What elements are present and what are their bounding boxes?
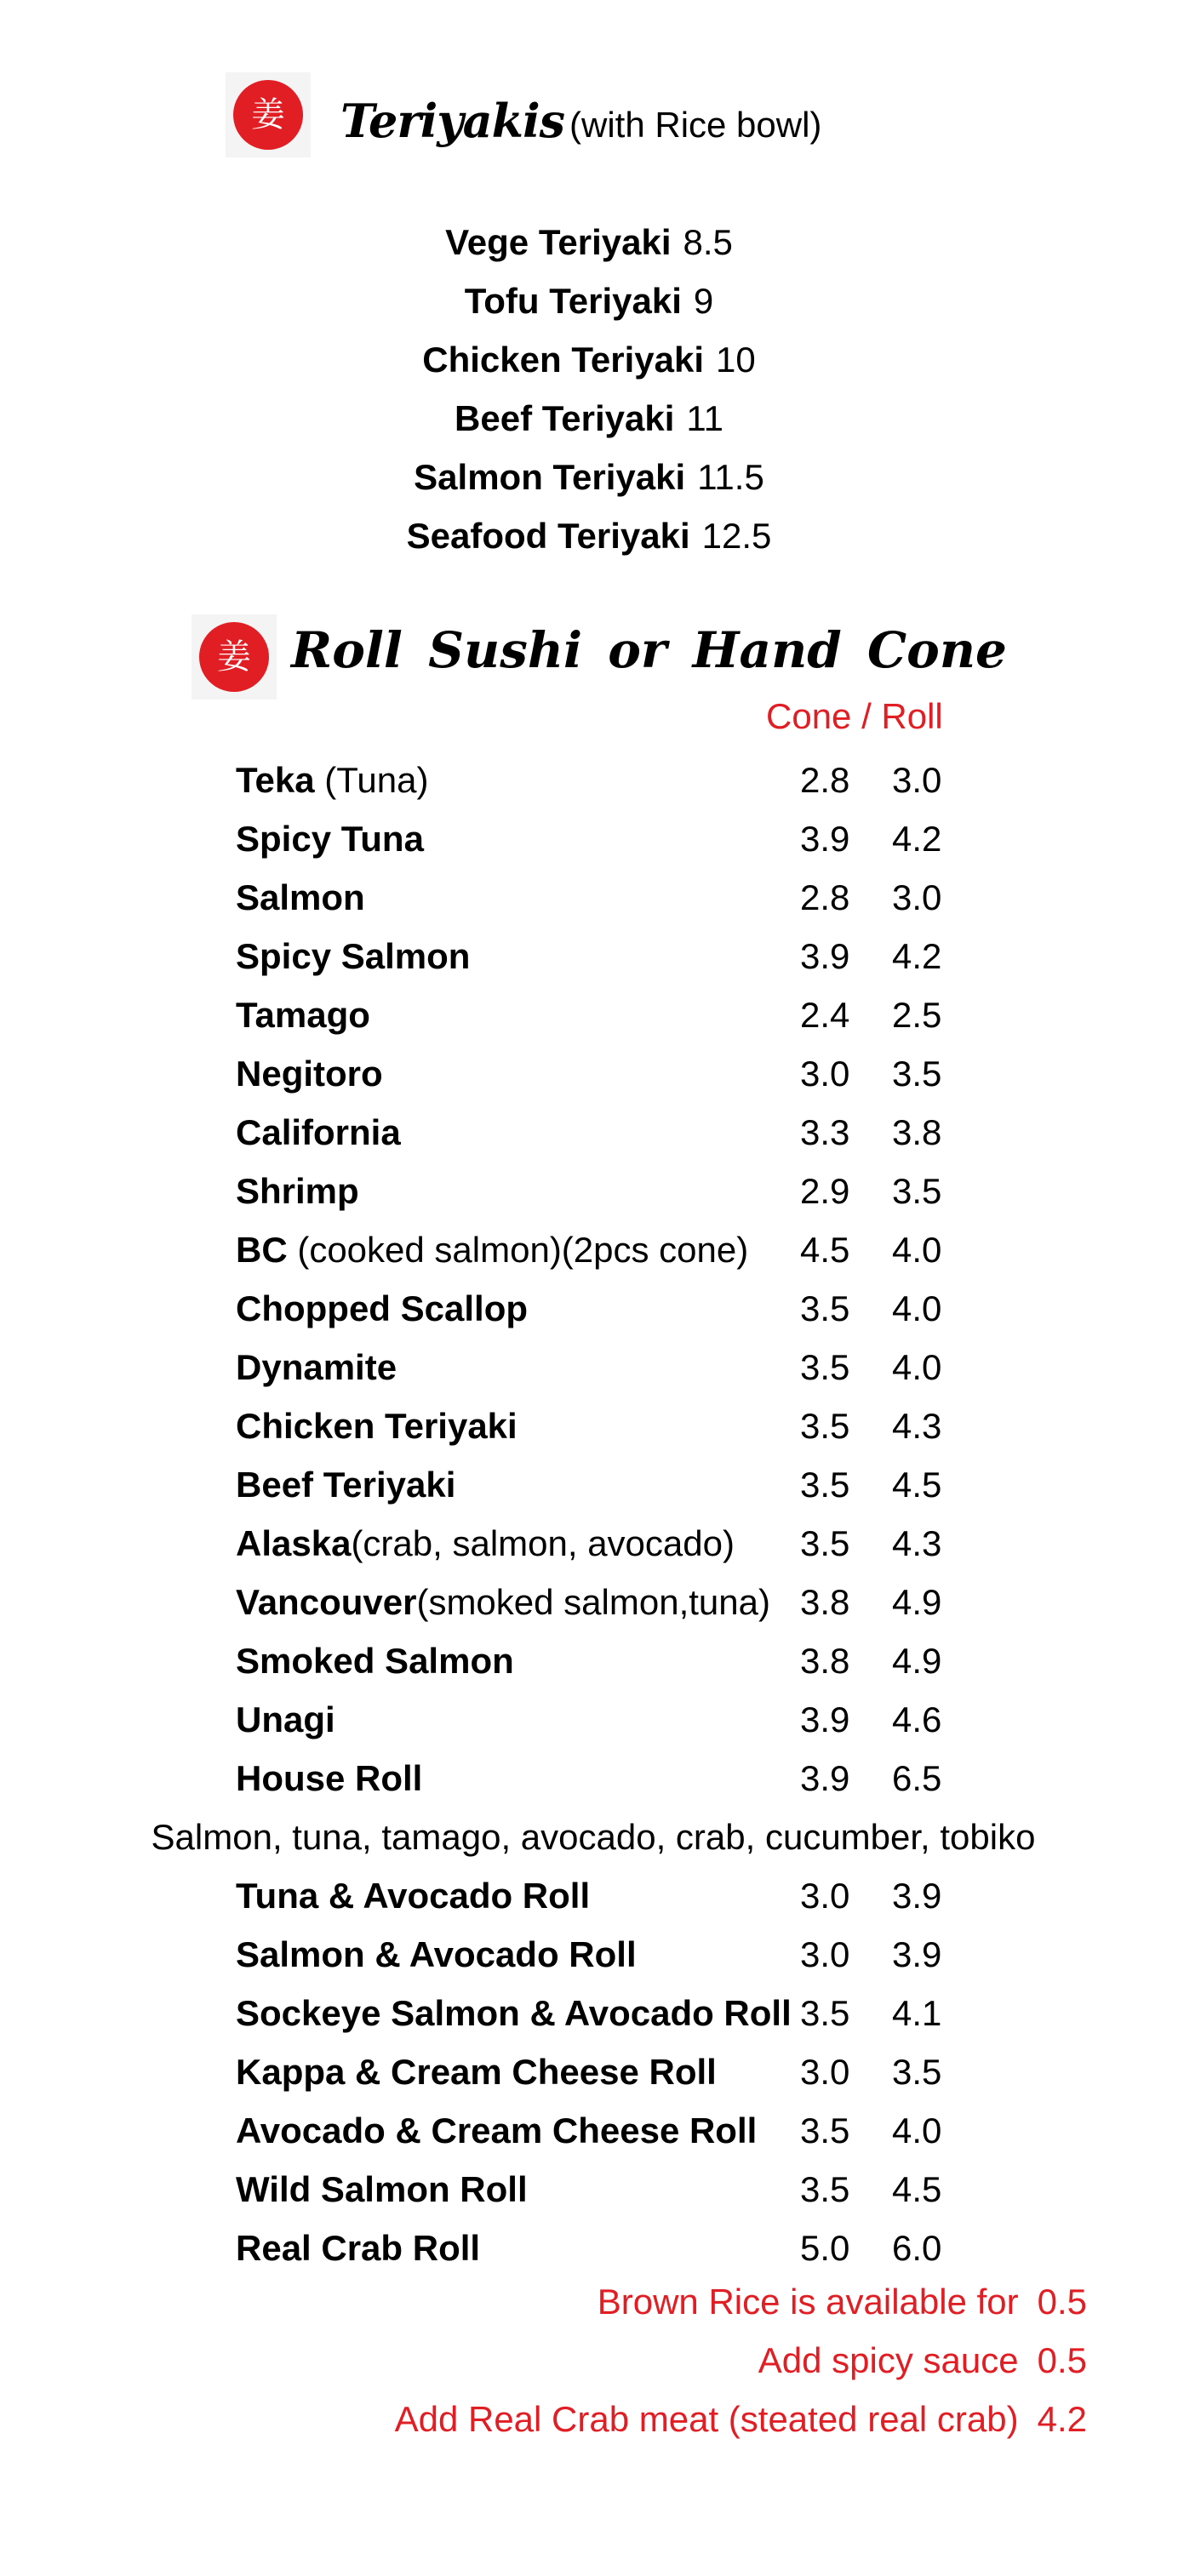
teriyaki-header [340,94,821,153]
item-name: Salmon Teriyaki [414,457,686,497]
roll-price: 3.5 [892,2052,942,2092]
item-name: Spicy Tuna [236,819,424,859]
roll-item [0,1279,1178,1338]
roll-price: 3.8 [892,1112,942,1152]
roll-item [0,1455,1178,1514]
item-price: 12.5 [701,516,772,556]
cone-price: 3.5 [800,1288,850,1328]
roll-item [0,1397,1178,1455]
addon-item [395,2331,1087,2390]
roll-item [0,1866,1178,1925]
item-detail: (smoked salmon,tuna) [416,1582,770,1622]
item-name: Smoked Salmon [236,1641,514,1681]
item-detail: (Tuna) [314,760,429,800]
roll-price: 4.3 [892,1523,942,1563]
roll-item [0,1690,1178,1749]
addon-label: Add spicy sauce [758,2340,1019,2380]
item-price: 11.5 [697,457,764,497]
roll-item [0,809,1178,868]
cone-price: 3.9 [800,1758,850,1798]
roll-price: 4.2 [892,819,942,859]
logo-glyph: 姜 [217,637,251,677]
roll-price: 4.0 [892,1288,942,1328]
roll-price: 4.0 [892,1347,942,1387]
roll-item [0,1044,1178,1103]
roll-header [291,621,1007,679]
teriyaki-item [0,506,1178,565]
roll-price: 4.9 [892,1641,942,1681]
teriyaki-subtitle: (with Rice bowl) [569,105,822,145]
cone-price: 5.0 [800,2228,850,2268]
cone-price: 3.9 [800,936,850,976]
roll-price: 3.9 [892,1934,942,1974]
item-name: Wild Salmon Roll [236,2169,528,2209]
item-name: Beef Teriyaki [236,1465,456,1505]
item-name: Salmon [236,877,365,917]
item-name: Chicken Teriyaki [236,1406,518,1446]
item-name: Shrimp [236,1171,359,1211]
roll-item [0,751,1178,809]
cone-price: 2.9 [800,1171,850,1211]
roll-item [0,927,1178,985]
cone-price: 3.5 [800,1523,850,1563]
logo-glyph: 姜 [251,95,285,134]
roll-price: 4.6 [892,1699,942,1739]
cone-price: 3.5 [800,2110,850,2150]
item-name: Unagi [236,1699,335,1739]
item-price: 11 [686,398,723,438]
item-name: Beef Teriyaki [455,398,675,438]
item-name: Chopped Scallop [236,1288,529,1328]
roll-price: 6.0 [892,2228,942,2268]
cone-price: 3.5 [800,2169,850,2209]
cone-price: 3.0 [800,1934,850,1974]
item-name: Seafood Teriyaki [406,516,690,556]
price-column-header: Cone / Roll [766,696,943,736]
teriyaki-item [0,213,1178,271]
item-name: Sockeye Salmon & Avocado Roll [236,1993,792,2033]
item-name: Tamago [236,995,370,1035]
house-roll-note [0,1808,1178,1866]
item-name: Teka [236,760,315,800]
cone-price: 2.8 [800,877,850,917]
roll-price: 3.5 [892,1054,942,1094]
roll-item [0,1631,1178,1690]
addon-price: 4.2 [1037,2399,1087,2439]
addon-price: 0.5 [1037,2340,1087,2380]
addon-price: 0.5 [1037,2282,1087,2322]
cone-price: 3.0 [800,2052,850,2092]
item-price: 8.5 [683,222,733,262]
item-name: Chicken Teriyaki [422,340,704,380]
roll-item [0,1573,1178,1631]
item-name: Alaska [236,1523,352,1563]
cone-price: 2.8 [800,760,850,800]
item-price: 9 [693,281,714,321]
item-name: Vancouver [236,1582,417,1622]
addon-item [395,2272,1087,2331]
item-name: Tofu Teriyaki [464,281,682,321]
cone-price: 3.9 [800,819,850,859]
roll-item [0,2042,1178,2101]
item-name: Real Crab Roll [236,2228,481,2268]
addons-list [395,2272,1087,2448]
teriyaki-item [0,448,1178,506]
cone-price: 3.0 [800,1054,850,1094]
roll-price: 4.9 [892,1582,942,1622]
teriyaki-list [0,213,1178,565]
item-name: Tuna & Avocado Roll [236,1876,591,1916]
roll-item [0,1103,1178,1162]
roll-price: 4.5 [892,1465,942,1505]
teriyaki-item [0,330,1178,389]
addon-item [395,2390,1087,2448]
roll-item [0,1162,1178,1220]
roll-item [0,2160,1178,2219]
cone-price: 3.9 [800,1699,850,1739]
item-detail: (cooked salmon)(2pcs cone) [287,1230,749,1270]
roll-price: 4.5 [892,2169,942,2209]
roll-item [0,868,1178,927]
cone-price: 2.4 [800,995,850,1035]
cone-price: 3.0 [800,1876,850,1916]
item-name: BC [236,1230,288,1270]
cone-price: 3.5 [800,1406,850,1446]
roll-item [0,1220,1178,1279]
roll-price: 6.5 [892,1758,942,1798]
teriyaki-item [0,389,1178,448]
roll-title: Roll Sushi or Hand Cone [291,621,1007,679]
cone-price: 3.8 [800,1582,850,1622]
roll-price: 4.1 [892,1993,942,2033]
cone-price: 3.5 [800,1347,850,1387]
restaurant-logo-icon [192,614,277,700]
teriyaki-item [0,271,1178,330]
cone-price: 3.5 [800,1465,850,1505]
house-roll-ingredients: Salmon, tuna, tamago, avocado, crab, cucumber, tobiko [151,1817,1036,1857]
cone-price: 3.8 [800,1641,850,1681]
roll-item [0,1338,1178,1397]
teriyaki-title: Teriyakis [340,94,565,148]
roll-price: 4.0 [892,2110,942,2150]
roll-price: 3.0 [892,760,942,800]
roll-list [0,751,1178,2277]
cone-price: 3.3 [800,1112,850,1152]
item-name: Vege Teriyaki [445,222,672,262]
restaurant-logo-icon [226,72,311,157]
roll-price: 4.2 [892,936,942,976]
addon-label: Brown Rice is available for [597,2282,1019,2322]
item-detail: (crab, salmon, avocado) [351,1523,735,1563]
item-name: Salmon & Avocado Roll [236,1934,637,1974]
addon-label: Add Real Crab meat (steated real crab) [394,2399,1019,2439]
roll-item [0,2101,1178,2160]
item-name: House Roll [236,1758,423,1798]
roll-item [0,1925,1178,1984]
item-name: Spicy Salmon [236,936,471,976]
roll-item [0,2219,1178,2277]
roll-price: 2.5 [892,995,942,1035]
item-name: Kappa & Cream Cheese Roll [236,2052,717,2092]
roll-price: 3.9 [892,1876,942,1916]
roll-item [0,1514,1178,1573]
cone-price: 4.5 [800,1230,850,1270]
roll-item [0,1749,1178,1808]
roll-item [0,985,1178,1044]
roll-price: 4.0 [892,1230,942,1270]
item-price: 10 [716,340,756,380]
roll-price: 3.0 [892,877,942,917]
logo-circle [233,80,303,150]
roll-price: 4.3 [892,1406,942,1446]
roll-price: 3.5 [892,1171,942,1211]
item-name: California [236,1112,401,1152]
item-name: Dynamite [236,1347,397,1387]
logo-circle [199,622,269,692]
item-name: Avocado & Cream Cheese Roll [236,2110,758,2150]
roll-item [0,1984,1178,2042]
item-name: Negitoro [236,1054,383,1094]
cone-price: 3.5 [800,1993,850,2033]
